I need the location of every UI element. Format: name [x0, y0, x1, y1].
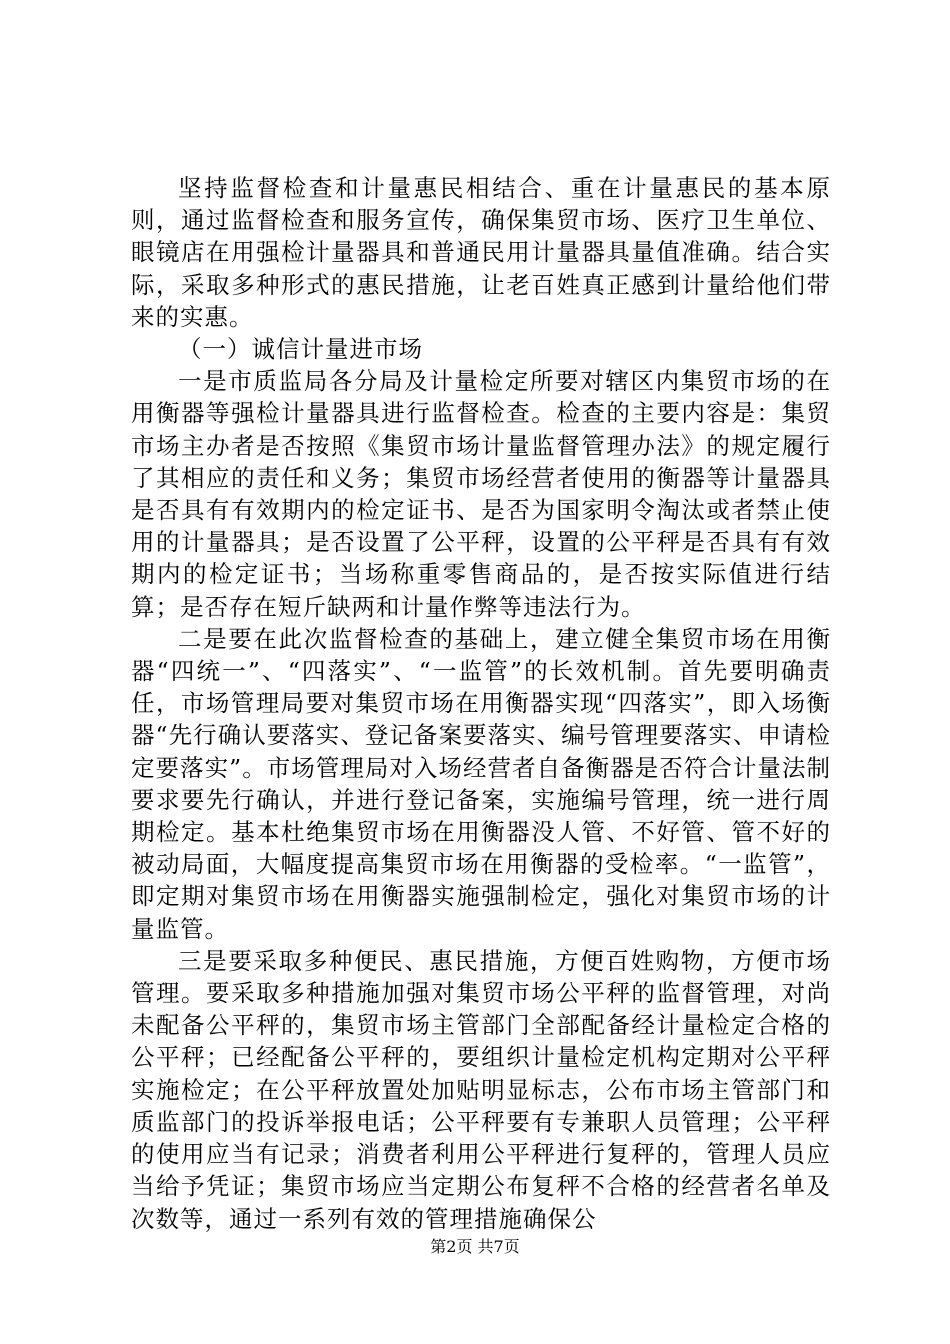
section-heading: （一）诚信计量进市场	[178, 335, 423, 364]
paragraph-intro: 坚持监督检查和计量惠民相结合、重在计量惠民的基本原则，通过监督检查和服务宣传，确保集贸市场、医疗卫生单位、眼镜店在用强检计量器具和普通民用计量器具量值准确。结合实际，采取多种形式的惠民措施，让老百姓真正感到计量给他们带来的实惠。	[131, 174, 831, 331]
paragraph-item-3: 三是要采取多种便民、惠民措施，方便百姓购物，方便市场管理。要采取多种措施加强对集贸市场公平秤的监督管理，对尚未配备公平秤的，集贸市场主管部门全部配备经计量检定合格的公平秤；已经配备公平秤的，要组织计量检定机构定期对公平秤实施检定；在公平秤放置处加贴明显标志，公布市场主管部门和质监部门的投诉举报电话；公平秤要有专兼职人员管理；公平秤的使用应当有记录；消费者利用公平秤进行复秤的，管理人员应当给予凭证；集贸市场应当定期公布复秤不合格的经营者名单及次数等，通过一系列有效的管理措施确保公	[131, 946, 831, 1233]
paragraph-item-1: 一是市质监局各分局及计量检定所要对辖区内集贸市场的在用衡器等强检计量器具进行监督检查。检查的主要内容是：集贸市场主办者是否按照《集贸市场计量监督管理办法》的规定履行了其相应的责任和义务；集贸市场经营者使用的衡器等计量器具是否具有有效期内的检定证书、是否为国家明令淘汰或者禁止使用的计量器具；是否设置了公平秤，设置的公平秤是否具有有效期内的检定证书；当场称重零售商品的，是否按实际值进行结算；是否存在短斤缺两和计量作弊等违法行为。	[131, 367, 831, 621]
document-body	[131, 172, 831, 1235]
page-number-footer: 第2页 共7页	[430, 1237, 520, 1256]
paragraph-item-2: 二是要在此次监督检查的基础上，建立健全集贸市场在用衡器“四统一”、“四落实”、“一监管”的长效机制。首先要明确责任，市场管理局要对集贸市场在用衡器实现“四落实”，即入场衡器“先行确认要落实、登记备案要落实、编号管理要落实、申请检定要落实”。市场管理局对入场经营者自备衡器是否符合计量法制要求要先行确认，并进行登记备案，实施编号管理，统一进行周期检定。基本杜绝集贸市场在用衡器没人管、不好管、管不好的被动局面，大幅度提高集贸市场在用衡器的受检率。“一监管”，即定期对集贸市场在用衡器实施强制检定，强化对集贸市场的计量监管。	[131, 624, 831, 943]
